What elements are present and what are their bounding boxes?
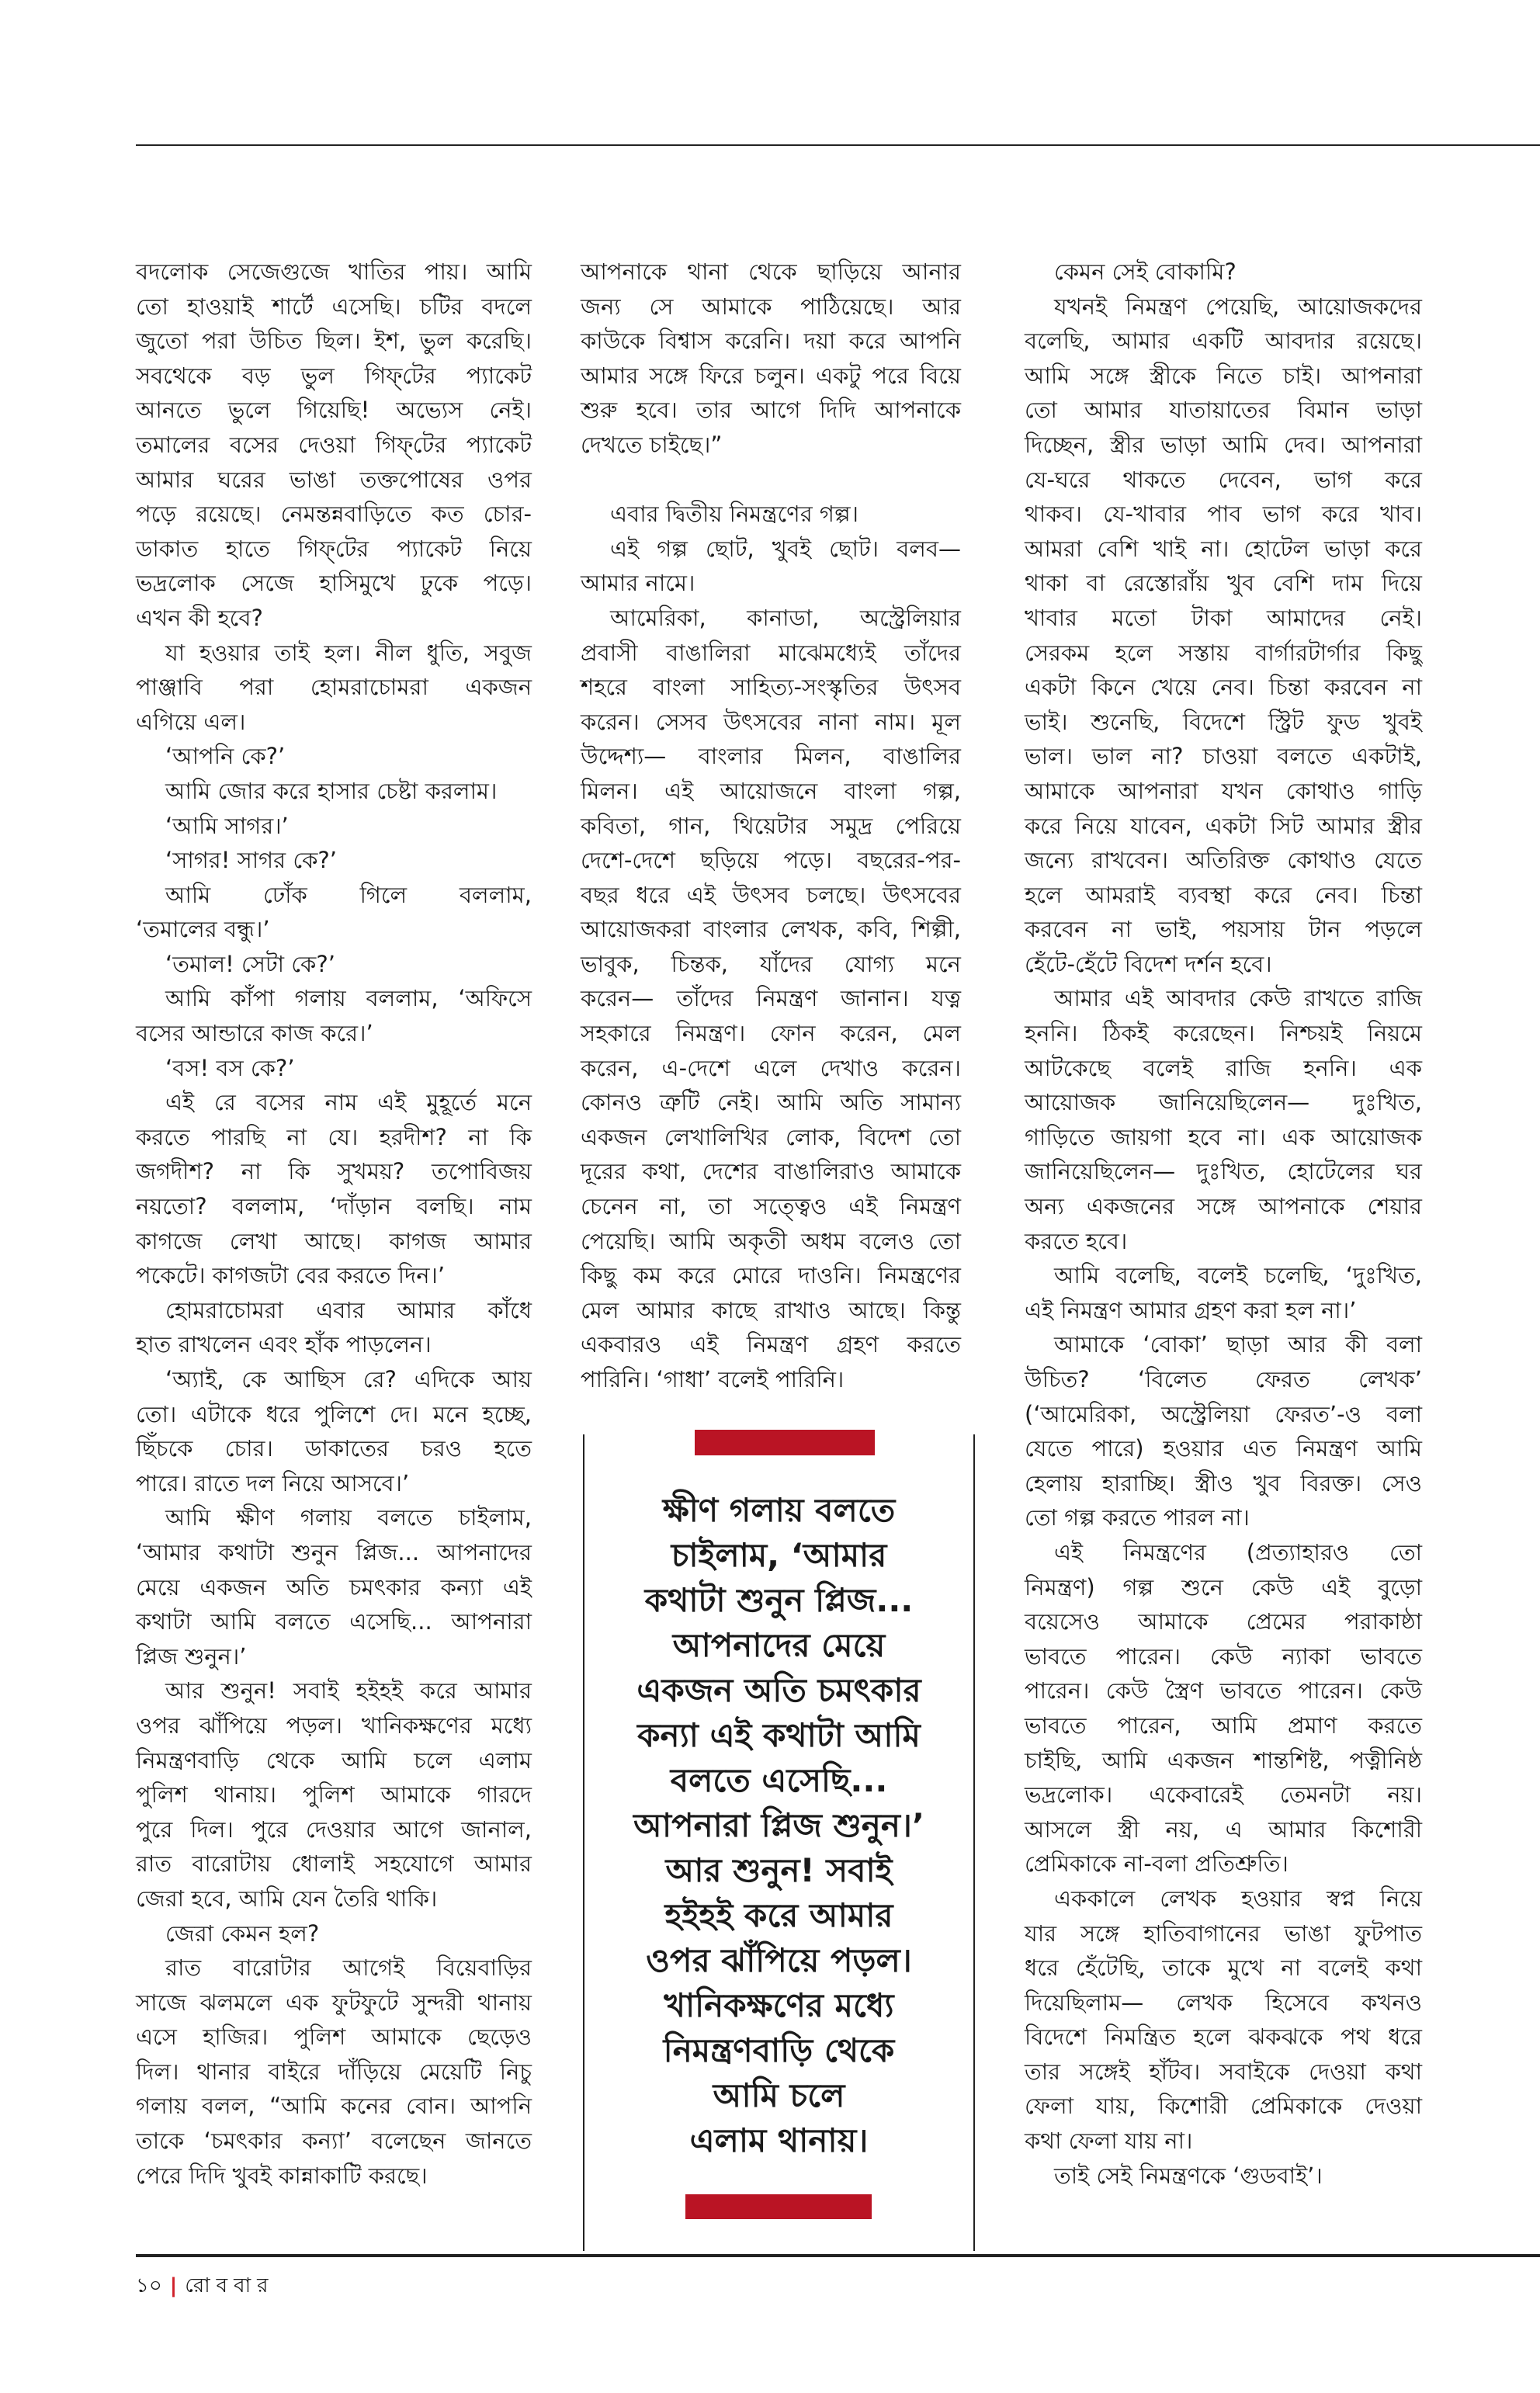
page-footer <box>136 2270 274 2301</box>
text-line: প্লিজ শুনুন।’ <box>136 1642 247 1670</box>
text-line: প্রেমিকাকে না-বলা প্রতিশ্রুতি। <box>1025 1850 1289 1878</box>
paragraph <box>136 739 532 774</box>
paragraph <box>136 1293 532 1362</box>
text-line: সবথেকে বড় ভুল গিফ্‌টের প্যাকেট <box>136 362 532 389</box>
text-line: তো গল্প করতে পারল না। <box>1025 1504 1250 1531</box>
text-line: হাত রাখলেন এবং হাঁক পাড়লেন। <box>136 1331 432 1358</box>
text-line: ‘অ্যাই, কে আছিস রে? এদিকে আয় <box>165 1366 532 1392</box>
text-line: অন্য একজনের সঙ্গে আপনাকে শেয়ার <box>1025 1193 1422 1220</box>
pull-quote-line: আমি চলে <box>713 2076 845 2114</box>
text-line: কাগজে লেখা আছে। কাগজ আমার <box>136 1227 532 1254</box>
bottom-rule <box>136 2254 1540 2257</box>
text-line: এবার দ্বিতীয় নিমন্ত্রণের গল্প। <box>610 501 858 528</box>
text-line: ভাবতে পারেন। কেউ ন্যাকা ভাবতে <box>1025 1642 1422 1670</box>
pull-quote-line: বলতে এসেছি... <box>670 1761 888 1799</box>
text-line: শহরে বাংলা সাহিত্য-সংস্কৃতির উৎসব <box>581 674 961 701</box>
pull-quote-bottom-red-bar <box>685 2194 872 2219</box>
text-line: ‘তমাল! সেটা কে?’ <box>165 950 335 977</box>
pull-quote-line: ওপর ঝাঁপিয়ে পড়ল। <box>646 1941 912 1979</box>
text-line: চাইছি, আমি একজন শান্তশিষ্ট, পত্নীনিষ্ঠ <box>1025 1746 1422 1774</box>
text-line: হেলায় হারাচ্ছি। স্ত্রীও খুব বিরক্ত। সেও <box>1025 1469 1422 1496</box>
paragraph <box>136 636 532 740</box>
text-line: আমার নামে। <box>581 570 695 597</box>
text-line: ফেলা যায়, কিশোরী প্রেমিকাকে দেওয়া <box>1025 2093 1422 2120</box>
text-line: যার সঙ্গে হাতিবাগানের ভাঙা ফুটপাত <box>1025 1920 1422 1947</box>
article-column-1 <box>136 255 532 2193</box>
text-line: এককালে লেখক হওয়ার স্বপ্ন নিয়ে <box>1054 1885 1422 1912</box>
text-line: পুলিশ থানায়। পুলিশ আমাকে গারদে <box>136 1781 532 1809</box>
text-line: ডাকাত হাতে গিফ্‌টের প্যাকেট নিয়ে <box>136 535 532 562</box>
text-line: নিমন্ত্রণ) গল্প শুনে কেউ এই বুড়ো <box>1025 1573 1422 1601</box>
paragraph <box>581 497 961 532</box>
text-line: জন্য সে আমাকে পাঠিয়েছে। আর <box>581 293 961 320</box>
text-line: করতে হবে। <box>1025 1227 1128 1254</box>
text-line: তাই সেই নিমন্ত্রণকে ‘গুডবাই’। <box>1054 2162 1323 2189</box>
paragraph <box>136 774 532 809</box>
text-line: দিল। থানার বাইরে দাঁড়িয়ে মেয়েটি নিচু <box>136 2058 532 2085</box>
text-line: একবারও এই নিমন্ত্রণ গ্রহণ করতে <box>581 1331 961 1358</box>
text-line: বয়েসেও আমাকে প্রেমের পরাকাষ্ঠা <box>1025 1608 1422 1635</box>
text-line: করবেন না ভাই, পয়সায় টান পড়লে <box>1025 916 1422 943</box>
text-line: মেল আমার কাছে রাখাও আছে। কিন্তু <box>581 1296 961 1323</box>
text-line: পকেটে। কাগজটা বের করতে দিন।’ <box>136 1262 446 1289</box>
text-line: নয়তো? বললাম, ‘দাঁড়ান বলছি। নাম <box>136 1193 532 1220</box>
text-line: হলে আমরাই ব্যবস্থা করে নেব। চিন্তা <box>1025 881 1422 908</box>
text-line: ছিঁচকে চোর। ডাকাতের চরও হতে <box>136 1435 532 1462</box>
paragraph <box>1025 1327 1422 1535</box>
text-line: পুরে দিল। পুরে দেওয়ার আগে জানাল, <box>136 1816 532 1843</box>
text-line: করেন। সেসব উৎসবের নানা নাম। মূল <box>581 708 961 735</box>
text-line: পারেন। কেউ স্ত্রৈণ ভাবতে পারেন। কেউ <box>1025 1677 1422 1705</box>
text-line: দিচ্ছেন, স্ত্রীর ভাড়া আমি দেব। আপনারা <box>1025 431 1422 458</box>
text-line: এই নিমন্ত্রণ আমার গ্রহণ করা হল না।’ <box>1025 1296 1357 1323</box>
text-line: চেনেন না, তা সত্ত্বেও এই নিমন্ত্রণ <box>581 1193 961 1220</box>
text-line: নিমন্ত্রণবাড়ি থেকে আমি চলে এলাম <box>136 1746 532 1774</box>
text-line: ভাই। শুনেছি, বিদেশে স্ট্রিট ফুড খুবই <box>1025 708 1422 735</box>
paragraph <box>581 463 961 498</box>
pull-quote <box>584 1488 973 2163</box>
article-column-2 <box>581 255 961 1397</box>
article-column-3 <box>1025 255 1422 2193</box>
text-line: হোমরাচোমরা এবার আমার কাঁধে <box>165 1296 532 1323</box>
pull-quote-line: আপনাদের মেয়ে <box>672 1626 886 1664</box>
text-line: রাত বারোটায় ধোলাই সহযোগে আমার <box>136 1850 532 1878</box>
pull-quote-line: নিমন্ত্রণবাড়ি থেকে <box>663 2031 895 2069</box>
page-number: ১০ <box>136 2274 162 2298</box>
text-line: রাত বারোটার আগেই বিয়েবাড়ির <box>165 1954 532 1982</box>
text-line: একটা কিনে খেয়ে নেব। চিন্তা করবেন না <box>1025 674 1422 701</box>
text-line: দিয়েছিলাম— লেখক হিসেবে কখনও <box>1025 1989 1422 2016</box>
text-line: ওপর ঝাঁপিয়ে পড়ল। খানিকক্ষণের মধ্যে <box>136 1712 532 1739</box>
text-line: বদলোক সেজেগুজে খাতির পায়। আমি <box>136 258 532 285</box>
text-line: আমি জোর করে হাসার চেষ্টা করলাম। <box>165 777 498 804</box>
text-line: পাঞ্জাবি পরা হোমরাচোমরা একজন <box>136 674 532 701</box>
text-line: যে-ঘরে থাকতে দেবেন, ভাগ করে <box>1025 466 1422 493</box>
text-line: এই রে বসের নাম এই মুহূর্তে মনে <box>165 1089 532 1116</box>
paragraph <box>136 1085 532 1293</box>
paragraph <box>1025 290 1422 982</box>
pull-quote-line: আপনারা প্লিজ শুনুন।’ <box>633 1806 924 1844</box>
text-line: আমরা বেশি খাই না। হোটেল ভাড়া করে <box>1025 535 1422 562</box>
text-line: সাজে ঝলমলে এক ফুটফুটে সুন্দরী থানায় <box>136 1989 532 2016</box>
text-line: কোনও ত্রুটি নেই। আমি অতি সামান্য <box>581 1089 961 1116</box>
text-line: দেশে-দেশে ছড়িয়ে পড়ে। বছরের-পর- <box>581 847 961 874</box>
paragraph <box>136 809 532 844</box>
text-line: তো। এটাকে ধরে পুলিশে দে। মনে হচ্ছে, <box>136 1400 532 1427</box>
text-line: (‘আমেরিকা, অস্ট্রেলিয়া ফেরত’-ও বলা <box>1025 1400 1422 1427</box>
text-line: এই গল্প ছোট, খুবই ছোট। বলব— <box>610 535 961 562</box>
pull-quote-line: এলাম থানায়। <box>689 2121 869 2159</box>
paragraph <box>1025 1881 1422 2159</box>
paragraph <box>136 1500 532 1673</box>
text-line: মিলন। এই আয়োজনে বাংলা গল্প, <box>581 777 961 804</box>
text-line: উদ্দেশ্য— বাংলার মিলন, বাঙালির <box>581 743 961 770</box>
text-line: আমি ক্ষীণ গলায় বলতে চাইলাম, <box>165 1504 532 1531</box>
text-line: তো আমার যাতায়াতের বিমান ভাড়া <box>1025 397 1422 424</box>
text-line: পেরে দিদি খুবই কান্নাকাটি করছে। <box>136 2162 428 2189</box>
text-line: কেমন সেই বোকামি? <box>1054 258 1237 285</box>
text-line: তমালের বসের দেওয়া গিফ্‌টের প্যাকেট <box>136 431 532 458</box>
text-line: সেরকম হলে সস্তায় বার্গারটার্গার কিছু <box>1025 639 1422 666</box>
text-line: করতে পারছি না যে। হরদীশ? না কি <box>136 1123 532 1150</box>
paragraph <box>1025 1258 1422 1327</box>
text-line: করেন— তাঁদের নিমন্ত্রণ জানান। যত্ন <box>581 985 961 1012</box>
text-line: আমি সঙ্গে স্ত্রীকে নিতে চাই। আপনারা <box>1025 362 1422 389</box>
text-line: আমি বলেছি, বলেই চলেছি, ‘দুঃখিত, <box>1054 1262 1422 1289</box>
text-line: বিদেশে নিমন্ত্রিত হলে ঝকঝকে পথ ধরে <box>1025 2024 1422 2051</box>
text-line: জেরা হবে, আমি যেন তৈরি থাকি। <box>136 1885 438 1912</box>
text-line: একজন লেখালিখির লোক, বিদেশ তো <box>581 1123 961 1150</box>
paragraph <box>1025 1535 1422 1881</box>
text-line: ভাবুক, চিন্তক, যাঁদের যোগ্য মনে <box>581 950 961 977</box>
text-line: এসে হাজির। পুলিশ আমাকে ছেড়েও <box>136 2024 532 2051</box>
paragraph <box>1025 255 1422 290</box>
paragraph <box>136 1051 532 1086</box>
text-line: মেয়ে একজন অতি চমৎকার কন্যা এই <box>136 1573 532 1601</box>
paragraph <box>136 878 532 947</box>
text-line: ভদ্রলোক। একেবারেই তেমনটা নয়। <box>1025 1781 1422 1809</box>
pull-quote-line: খানিকক্ষণের মধ্যে <box>664 1986 894 2024</box>
text-line: আনতে ভুলে গিয়েছি! অভ্যেস নেই। <box>136 397 532 424</box>
magazine-name: রোববার <box>185 2274 275 2298</box>
pull-quote-line: চাইলাম, ‘আমার <box>671 1536 887 1574</box>
pull-quote-right-rule <box>973 1434 975 2251</box>
paragraph <box>136 255 532 636</box>
paragraph <box>136 1916 532 1951</box>
text-line: আমাকে ‘বোকা’ ছাড়া আর কী বলা <box>1054 1331 1422 1358</box>
text-line: দূরের কথা, দেশের বাঙালিরাও আমাকে <box>581 1158 961 1185</box>
footer-separator: | <box>169 2274 178 2298</box>
text-line: তার সঙ্গেই হাঁটব। সবাইকে দেওয়া কথা <box>1025 2058 1422 2085</box>
text-line: বসের আন্ডারে কাজ করে।’ <box>136 1020 373 1047</box>
text-line: ভদ্রলোক সেজে হাসিমুখে ঢুকে পড়ে। <box>136 570 532 597</box>
text-line: যেতে পারে) হওয়ার এত নিমন্ত্রণ আমি <box>1025 1435 1422 1462</box>
text-line: পেয়েছি। আমি অকৃতী অধম বলেও তো <box>581 1227 961 1254</box>
text-line: ভাবতে পারেন, আমি প্রমাণ করতে <box>1025 1712 1422 1739</box>
text-line: থাকব। যে-খাবার পাব ভাগ করে খাব। <box>1025 501 1422 528</box>
text-line: এগিয়ে এল। <box>136 708 246 735</box>
text-line: করে নিয়ে যাবেন, একটা সিট আমার স্ত্রীর <box>1025 812 1422 839</box>
text-line: কিছু কম করে মোরে দাওনি। নিমন্ত্রণের <box>581 1262 961 1289</box>
text-line: আয়োজক জানিয়েছিলেন— দুঃখিত, <box>1025 1089 1422 1116</box>
text-line: দেখতে চাইছে।” <box>581 431 723 458</box>
text-line: তাকে ‘চমৎকার কন্যা’ বলেছেন জানতে <box>136 2128 532 2155</box>
text-line: আসলে স্ত্রী নয়, এ আমার কিশোরী <box>1025 1816 1422 1843</box>
text-line: বছর ধরে এই উৎসব চলছে। উৎসবের <box>581 881 961 908</box>
text-line: আমার সঙ্গে ফিরে চলুন। একটু পরে বিয়ে <box>581 362 961 389</box>
text-line: হেঁটে-হেঁটে বিদেশ দর্শন হবে। <box>1025 950 1272 977</box>
pull-quote-line: একজন অতি চমৎকার <box>636 1671 921 1709</box>
text-line: আমেরিকা, কানাডা, অস্ট্রেলিয়ার <box>610 604 961 631</box>
paragraph <box>1025 2159 1422 2194</box>
text-line: হননি। ঠিকই করেছেন। নিশ্চয়ই নিয়মে <box>1025 1020 1422 1047</box>
pull-quote-line: আর শুনুন! সবাই <box>665 1851 893 1889</box>
text-line: জেরা কেমন হল? <box>165 1920 320 1947</box>
text-line: থাকা বা রেস্তোরাঁয় খুব বেশি দাম দিয়ে <box>1025 570 1422 597</box>
text-line: পড়ে রয়েছে। নেমন্তন্নবাড়িতে কত চোর- <box>136 501 532 528</box>
text-line: ‘আমি সাগর।’ <box>165 812 289 839</box>
paragraph <box>1025 981 1422 1258</box>
text-line: সহকারে নিমন্ত্রণ। ফোন করেন, মেল <box>581 1020 961 1047</box>
text-line: পারিনি। ‘গাধা’ বলেই পারিনি। <box>581 1366 845 1392</box>
text-line: আয়োজকরা বাংলার লেখক, কবি, শিল্পী, <box>581 916 961 943</box>
text-line: উচিত? ‘বিলেত ফেরত লেখক’ <box>1025 1366 1422 1392</box>
text-line: ধরে হেঁটেছি, তাকে মুখে না বলেই কথা <box>1025 1954 1422 1982</box>
paragraph <box>136 947 532 982</box>
paragraph <box>136 981 532 1050</box>
text-line: জুতো পরা উচিত ছিল। ইশ, ভুল করেছি। <box>136 328 532 355</box>
text-line: বলেছি, আমার একটি আবদার রয়েছে। <box>1025 328 1422 355</box>
top-rule <box>136 144 1540 146</box>
text-line: জগদীশ? না কি সুখময়? তপোবিজয় <box>136 1158 532 1185</box>
paragraph <box>581 532 961 601</box>
text-line: এই নিমন্ত্রণের (প্রত্যাহারও তো <box>1054 1538 1422 1566</box>
paragraph <box>581 601 961 1397</box>
text-line: ‘আমার কথাটা শুনুন প্লিজ... আপনাদের <box>136 1538 532 1566</box>
pull-quote-line: ক্ষীণ গলায় বলতে <box>662 1491 896 1529</box>
text-line: ‘তমালের বন্ধু।’ <box>136 916 270 943</box>
text-line: কাউকে বিশ্বাস করেনি। দয়া করে আপনি <box>581 328 961 355</box>
text-line: প্রবাসী বাঙালিরা মাঝেমধ্যেই তাঁদের <box>581 639 961 666</box>
pull-quote-top-red-bar <box>695 1430 875 1455</box>
text-line: ‘আপনি কে?’ <box>165 743 286 770</box>
paragraph <box>581 255 961 463</box>
text-line: আর শুনুন! সবাই হইহই করে আমার <box>165 1677 532 1705</box>
text-line: আমি ঢোঁক গিলে বললাম, <box>165 881 532 908</box>
pull-quote-line: হইহই করে আমার <box>664 1896 893 1934</box>
text-line: আমাকে আপনারা যখন কোথাও গাড়ি <box>1025 777 1422 804</box>
paragraph <box>136 1951 532 2193</box>
paragraph <box>136 1673 532 1916</box>
text-line: যা হওয়ার তাই হল। নীল ধুতি, সবুজ <box>165 639 532 666</box>
text-line: গলায় বলল, “আমি কনের বোন। আপনি <box>136 2093 532 2120</box>
text-line: আমার এই আবদার কেউ রাখতে রাজি <box>1054 985 1422 1012</box>
text-line: আমার ঘরের ভাঙা তক্তপোষের ওপর <box>136 466 532 493</box>
text-line: আপনাকে থানা থেকে ছাড়িয়ে আনার <box>581 258 961 285</box>
text-line: আমি কাঁপা গলায় বললাম, ‘অফিসে <box>165 985 532 1012</box>
text-line: কথা ফেলা যায় না। <box>1025 2128 1193 2155</box>
text-line: পারে। রাতে দল নিয়ে আসবে।’ <box>136 1469 410 1496</box>
text-line: জন্যে রাখবেন। অতিরিক্ত কোথাও যেতে <box>1025 847 1422 874</box>
text-line: ‘সাগর! সাগর কে?’ <box>165 847 337 874</box>
text-line: তো হাওয়াই শার্টে এসেছি। চটির বদলে <box>136 293 532 320</box>
pull-quote-line: কথাটা শুনুন প্লিজ... <box>644 1581 914 1619</box>
pull-quote-line: কন্যা এই কথাটা আমি <box>637 1716 921 1754</box>
text-line: খাবার মতো টাকা আমাদের নেই। <box>1025 604 1422 631</box>
text-line: আটকেছে বলেই রাজি হননি। এক <box>1025 1054 1422 1081</box>
text-line: জানিয়েছিলেন— দুঃখিত, হোটেলের ঘর <box>1025 1158 1422 1185</box>
paragraph <box>136 1362 532 1500</box>
text-line: গাড়িতে জায়গা হবে না। এক আয়োজক <box>1025 1123 1422 1150</box>
text-line: কথাটা আমি বলতে এসেছি... আপনারা <box>136 1608 532 1635</box>
text-line: কবিতা, গান, থিয়েটার সমুদ্র পেরিয়ে <box>581 812 961 839</box>
paragraph <box>136 843 532 878</box>
text-line: এখন কী হবে? <box>136 604 263 631</box>
text-line: করেন, এ-দেশে এলে দেখাও করেন। <box>581 1054 961 1081</box>
text-line: ‘বস! বস কে?’ <box>165 1054 295 1081</box>
text-line: শুরু হবে। তার আগে দিদি আপনাকে <box>581 397 961 424</box>
text-line: যখনই নিমন্ত্রণ পেয়েছি, আয়োজকদের <box>1054 293 1422 320</box>
text-line: ভাল। ভাল না? চাওয়া বলতে একটাই, <box>1025 743 1422 770</box>
